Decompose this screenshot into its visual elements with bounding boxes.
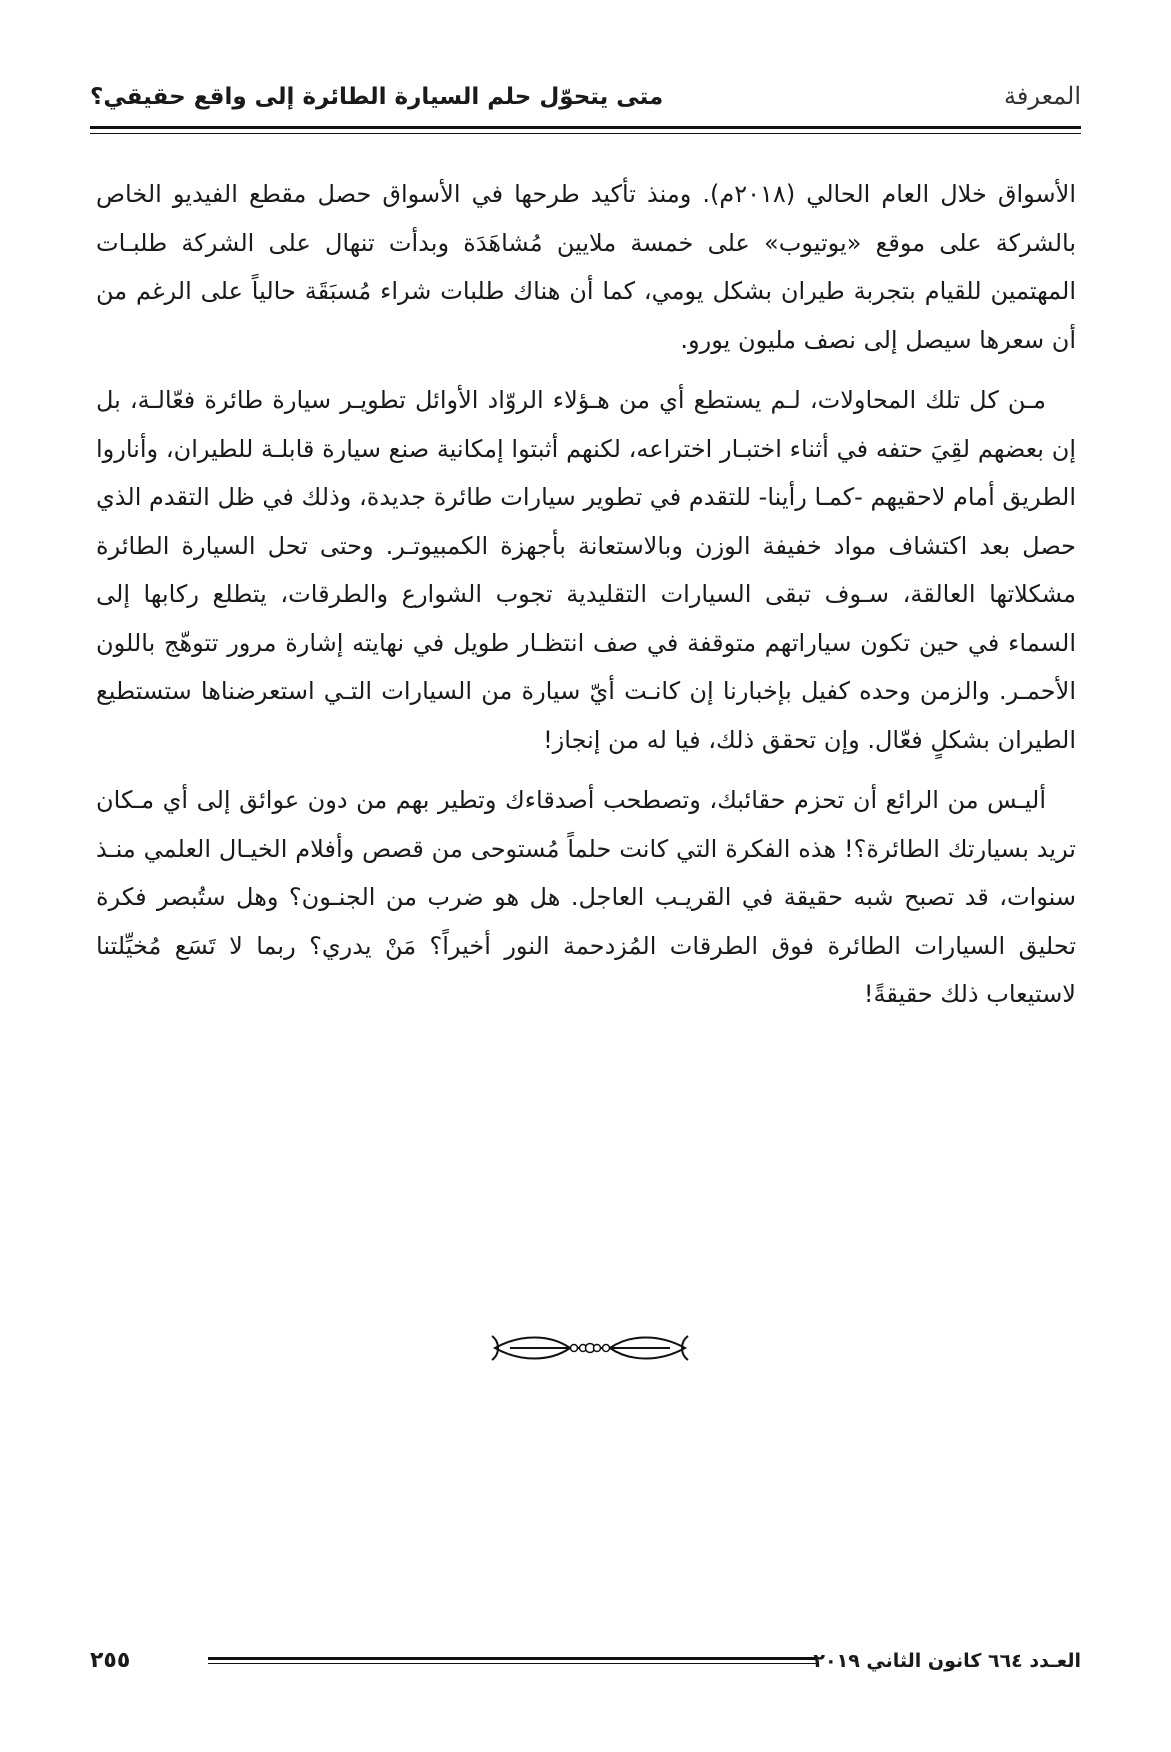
page-number: ٢٥٥ xyxy=(90,1648,131,1673)
paragraph-3: أليـس من الرائع أن تحزم حقائبك، وتصطحب أصدقاءك وتطير بهم من دون عوائق إلى أي مـكان تريد بسيارتك الطائرة؟! هذه الفكرة التي كانت حلماً مُستوحى من قصص وأفلام الخيـال العلمي منـذ سنوات، قد تصبح شبه حقيقة في القريـب العاجل. هل هو ضرب من الجنـون؟ وهل ستُبصر فكرة تحليق السيارات الطائرة فوق الطرقات المُزدحمة النور أخيراً؟ مَنْ يدري؟ ربما لا تَسَع مُخيِّلتنا لاستيعاب ذلك حقيقةً! xyxy=(96,786,1076,1008)
page-header xyxy=(90,72,1081,122)
issue-info: العـدد ٦٦٤ كانون الثاني ٢٠١٩ xyxy=(813,1650,1081,1672)
article-body xyxy=(96,170,1076,1031)
header-rule-thick xyxy=(90,126,1081,129)
magazine-logo: المعرفة xyxy=(1003,82,1081,110)
page-footer xyxy=(90,1648,1081,1678)
header-rule-thin xyxy=(90,133,1081,134)
paragraph-1: الأسواق خلال العام الحالي (٢٠١٨م). ومنذ تأكيد طرحها في الأسواق حصل مقطع الفيديو الخاص بالشركة على موقع «يوتيوب» على خمسة ملايين مُشاهَدَة وبدأت تنهال على الشركة طلبـات المهتمين للقيام بتجربة طيران بشكل يومي، كما أن هناك طلبات شراء مُسبَقَة حالياً على الرغم من أن سعرها سيصل إلى نصف مليون يورو. xyxy=(96,180,1076,354)
footer-rule xyxy=(208,1657,818,1664)
section-end-ornament xyxy=(490,1330,690,1366)
article-title: متى يتحوّل حلم السيارة الطائرة إلى واقع حقيقي؟ xyxy=(90,84,664,110)
paragraph-2: مـن كل تلك المحاولات، لـم يستطع أي من هـؤلاء الروّاد الأوائل تطويـر سيارة طائرة فعّالـة، بل إن بعضهم لقِيَ حتفه في أثناء اختبـار اختراعه، لكنهم أثبتوا إمكانية صنع سيارة قابلـة للطيران، وأناروا الطريق أمام لاحقيهم -كمـا رأينا- للتقدم في تطوير سيارات طائرة جديدة، وذلك في ظل التقدم الذي حصل بعد اكتشاف مواد خفيفة الوزن وبالاستعانة بأجهزة الكمبيوتـر. وحتى تحل السيارة الطائرة مشكلاتها العالقة، سـوف تبقى السيارات التقليدية تجوب الشوارع والطرقات، يتطلع ركابها إلى السماء في حين تكون سياراتهم متوقفة في صف انتظـار طويل في نهايته إشارة مرور تتوهّج باللون الأحمـر. والزمن وحده كفيل بإخبارنا إن كانـت أيّ سيارة من السيارات التـي استعرضناها ستستطيع الطيران بشكلٍ فعّال. وإن تحقق ذلك، فيا له من إنجاز! xyxy=(96,386,1076,754)
